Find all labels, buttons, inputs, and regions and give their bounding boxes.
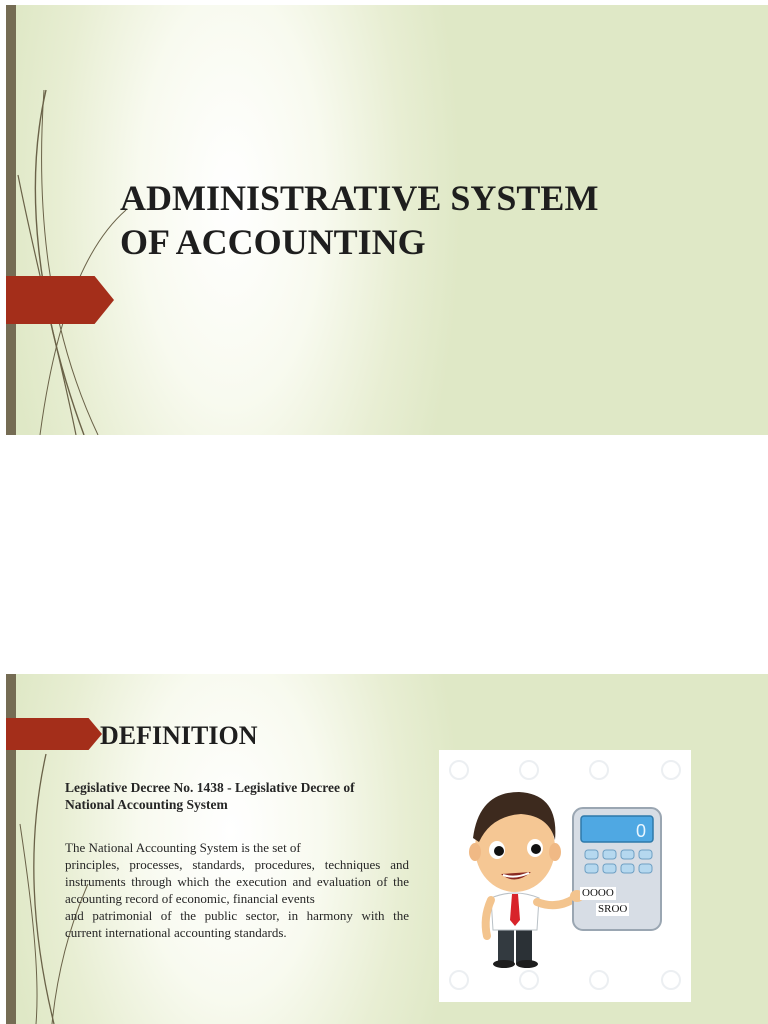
businessman-calculator-image — [439, 750, 691, 1002]
calculator-label: SROO — [598, 903, 628, 915]
calculator-display: 0 — [635, 821, 647, 841]
definition-slide — [6, 674, 768, 1024]
accent-arrow-tab — [6, 276, 114, 324]
businessman-with-calculator-icon — [439, 750, 691, 1002]
body-line: accounting record of economic, financial events — [65, 891, 315, 906]
body-line: principles, processes, standards, procedures, techniques and — [65, 857, 409, 872]
slide-title-line-1: ADMINISTRATIVE SYSTEM — [120, 178, 599, 218]
definition-body — [65, 839, 409, 941]
body-line: and patrimonial of the public sector, in harmony with the — [65, 908, 409, 923]
calculator-label: OOOO — [582, 887, 614, 899]
decree-reference: Legislative Decree No. 1438 - Legislative Decree of National Accounting System — [65, 780, 355, 812]
body-line: The National Accounting System is the set of — [65, 840, 301, 855]
accent-arrow-tab — [6, 718, 102, 750]
body-line: current international accounting standards. — [65, 925, 287, 940]
slide-title — [120, 176, 640, 264]
slide-title-line-2: OF ACCOUNTING — [120, 222, 426, 262]
section-heading: DEFINITION — [100, 721, 258, 750]
body-line: instruments through which the execution and evaluation of the — [65, 874, 409, 889]
title-slide — [6, 5, 768, 435]
vine-decoration-icon — [6, 5, 136, 435]
